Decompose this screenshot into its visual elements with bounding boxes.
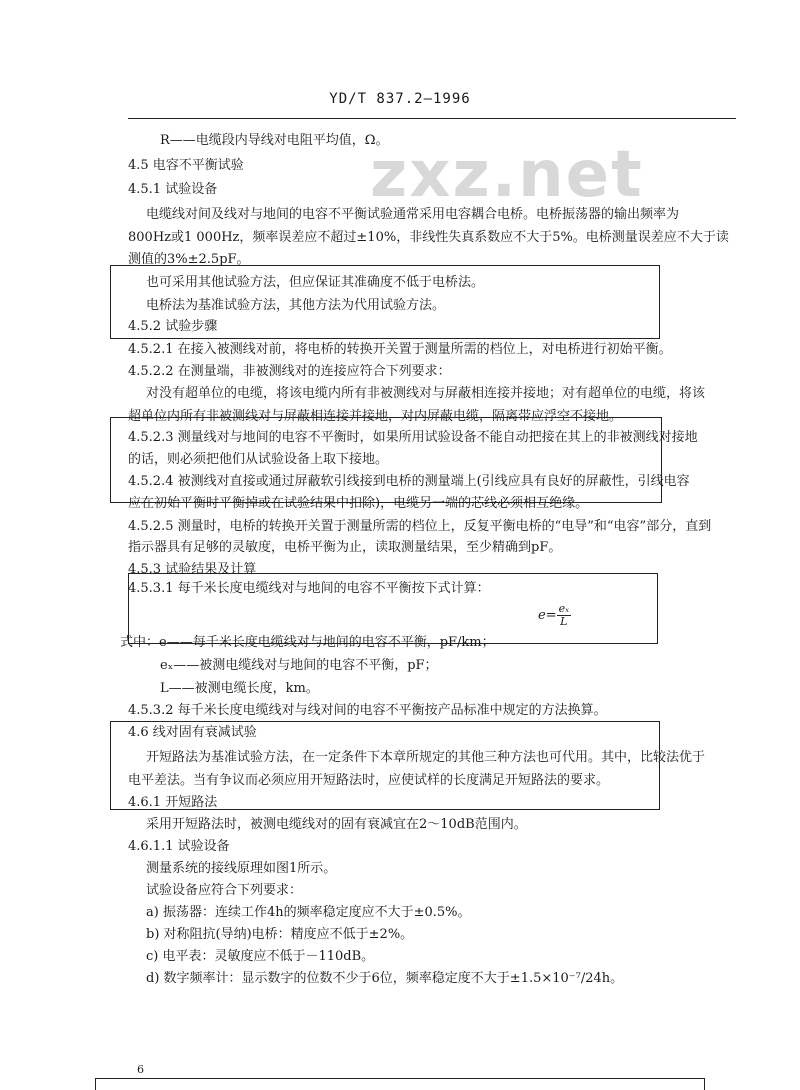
header-rule <box>128 118 736 119</box>
text-line: eₓ——被测电缆线对与地间的电容不平衡，pF； <box>160 658 438 673</box>
formula-fraction <box>557 603 571 628</box>
text-line: 测值的3%±2.5pF。 <box>128 252 250 267</box>
section-heading: 4.6 线对固有衰减试验 <box>128 725 257 740</box>
page-header: YD/T 837.2—1996 <box>329 91 471 107</box>
text-line: L——被测电缆长度，km。 <box>160 681 319 696</box>
text-line: 的话，则必须把他们从试验设备上取下接地。 <box>128 452 389 467</box>
text-line: 开短路法为基准试验方法，在一定条件下本章所规定的其他三种方法也可代用。其中，比较法优于 <box>146 750 706 765</box>
text-line: 采用开短路法时，被测电缆线对的固有衰减宜在2～10dB范围内。 <box>146 817 527 832</box>
text-line: 对没有超单位的电缆，将该电缆内所有非被测线对与屏蔽相连接并接地；对有超单位的电缆，将该 <box>146 386 706 401</box>
bottom-frame <box>95 1078 705 1090</box>
text-line: 电平差法。当有争议而必须应用开短路法时，应使试样的长度满足开短路法的要求。 <box>128 773 610 788</box>
text-line: 4.5.3.2 每千米长度电缆线对与线对间的电容不平衡按产品标准中规定的方法换算。 <box>128 703 607 718</box>
text-line: R——电缆段内导线对电阻平均值，Ω。 <box>160 133 389 148</box>
text-line: 电桥法为基准试验方法，其他方法为代用试验方法。 <box>146 298 446 313</box>
section-heading: 4.5.3 试验结果及计算 <box>128 562 257 577</box>
list-item: d) 数字频率计：显示数字的位数不少于6位，频率稳定度不大于±1.5×10⁻⁷/24h。 <box>146 971 624 986</box>
text-line: 4.5.2.5 测量时，电桥的转换开关置于测量所需的档位上，反复平衡电桥的“电导”和“电容”部分，直到 <box>128 519 712 534</box>
text-line: 电缆线对间及线对与地间的电容不平衡试验通常采用电容耦合电桥。电桥振荡器的输出频率为 <box>146 207 680 222</box>
text-line: 4.5.2.3 测量线对与地间的电容不平衡时，如果所用试验设备不能自动把接在其上的非被测线对接地 <box>128 430 698 445</box>
text-line: 4.5.2.4 被测线对直接或通过屏蔽软引线接到电桥的测量端上(引线应具有良好的屏蔽性，引线电容 <box>128 474 690 489</box>
list-item: b) 对称阻抗(导纳)电桥：精度应不低于±2%。 <box>146 927 414 942</box>
text-line: 式中：e——每千米长度电缆线对与地间的电容不平衡，pF/km； <box>120 635 495 650</box>
formula <box>538 603 571 628</box>
section-heading: 4.5.1 试验设备 <box>128 182 218 197</box>
formula-denominator: L <box>560 615 568 628</box>
text-line: 800Hz或1 000Hz，频率误差应不超过±10%，非线性失真系数应不大于5%。电桥测量误差应不大于读 <box>128 230 729 245</box>
text-line: 也可采用其他试验方法，但应保证其准确度不低于电桥法。 <box>146 275 485 290</box>
page-number: 6 <box>137 1063 144 1076</box>
formula-numerator: eₓ <box>558 602 570 615</box>
text-line: 超单位内所有非被测线对与屏蔽相连接并接地，对内屏蔽电缆，隔离带应浮空不接地。 <box>128 409 623 424</box>
section-heading: 4.5 电容不平衡试验 <box>128 158 244 173</box>
text-line: 指示器具有足够的灵敏度，电桥平衡为止，读取测量结果，至少精确到pF。 <box>128 540 562 555</box>
section-heading: 4.6.1.1 试验设备 <box>128 839 230 854</box>
text-line: 4.5.3.1 每千米长度电缆线对与地间的电容不平衡按下式计算： <box>128 581 490 596</box>
list-item: c) 电平表：灵敏度应不低于－110dB。 <box>146 949 375 964</box>
section-heading: 4.5.2 试验步骤 <box>128 319 218 334</box>
text-line: 4.5.2.1 在接入被测线对前，将电桥的转换开关置于测量所需的档位上，对电桥进行初始平衡。 <box>128 342 672 357</box>
text-line: 试验设备应符合下列要求： <box>146 883 303 898</box>
text-line: 4.5.2.2 在测量端，非被测线对的连接应符合下列要求： <box>128 364 451 379</box>
section-heading: 4.6.1 开短路法 <box>128 795 218 810</box>
watermark: zxz.net <box>370 138 644 212</box>
list-item: a) 振荡器：连续工作4h的频率稳定度应不大于±0.5%。 <box>146 905 471 920</box>
text-line: 测量系统的接线原理如图1所示。 <box>146 861 337 876</box>
formula-lhs: e= <box>538 608 557 623</box>
text-line: 应在初始平衡时平衡掉或在试验结果中扣除)，电缆另一端的芯线必须相互绝缘。 <box>128 496 589 511</box>
